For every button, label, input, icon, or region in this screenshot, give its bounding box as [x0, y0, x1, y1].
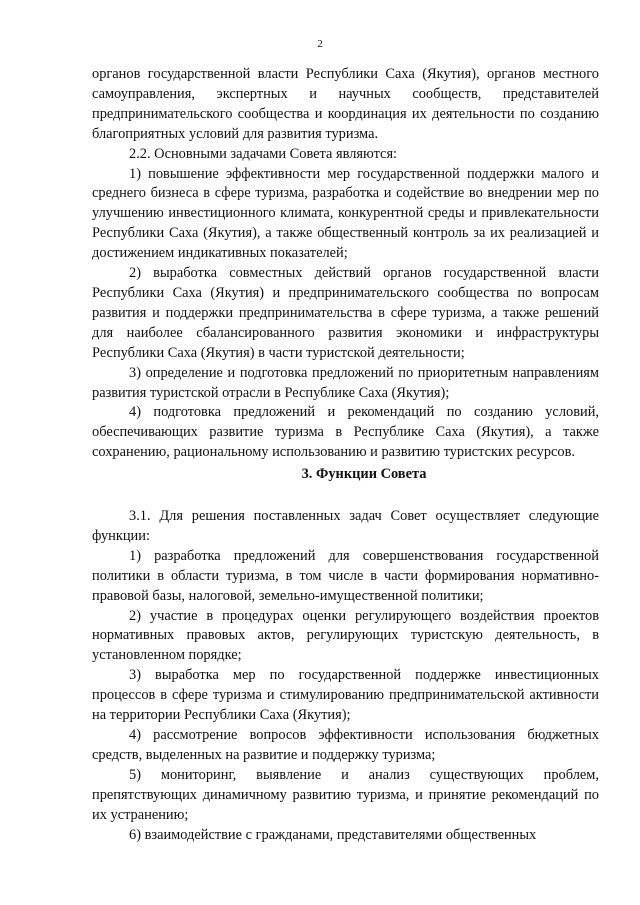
paragraph-function-4: 4) рассмотрение вопросов эффективности использования бюджетных средств, выделенных на развитие и поддержку туризма; — [92, 727, 599, 763]
page-number: 2 — [317, 38, 323, 50]
section-spacer — [92, 485, 599, 507]
paragraph-functions-intro: 3.1. Для решения поставленных задач Совет осуществляет следующие функции: — [92, 508, 599, 544]
paragraph-function-5: 5) мониторинг, выявление и анализ существующих проблем, препятствующих динамичному развитию туризма, и принятие рекомендаций по их устранению; — [92, 766, 599, 823]
section-heading: 3. Функции Совета — [301, 466, 427, 483]
paragraph-function-2: 2) участие в процедурах оценки регулирующего воздействия проектов нормативных правовых актов, регулирующих туристскую деятельность, в установленном порядке; — [92, 607, 599, 664]
paragraph-tasks-intro: 2.2. Основными задачами Совета являются: — [129, 145, 398, 162]
paragraph-task-3: 3) определение и подготовка предложений по приоритетным направлениям развития туристской отрасли в Республике Саха (Якутия); — [92, 364, 599, 401]
document-body — [92, 65, 599, 845]
paragraph-function-6: 6) взаимодействие с гражданами, представителями общественных — [129, 826, 537, 843]
paragraph-function-3: 3) выработка мер по государственной поддержке инвестиционных процессов в сфере туризма и стимулированию предпринимательской активности на территории Республики Саха (Якутия); — [92, 667, 599, 724]
paragraph-task-4: 4) подготовка предложений и рекомендаций по созданию условий, обеспечивающих развитие туризма в Республике Саха (Якутия), а также сохранению, рациональному использованию и развитию туристских ресурсов. — [92, 404, 599, 461]
paragraph-function-1: 1) разработка предложений для совершенствования государственной политики в области туризма, в том числе в части формирования нормативно-правовой базы, налоговой, земельно-имущественной политики; — [92, 547, 599, 604]
paragraph-continuation: органов государственной власти Республики Саха (Якутия), органов местного самоуправления, экспертных и научных сообществ, представителей предпринимательского сообщества и координация их деятельности по созданию благоприятных условий для развития туризма. — [92, 66, 599, 142]
paragraph-task-2: 2) выработка совместных действий органов государственной власти Республики Саха (Якутия) и предпринимательского сообщества по вопросам развития и поддержки предпринимательства в сфере туризма, а также решений для наиболее сбалансированного развития экономики и инфраструктуры Республики Саха (Якутия) в части туристской деятельности; — [92, 265, 599, 361]
paragraph-task-1: 1) повышение эффективности мер государственной поддержки малого и среднего бизнеса в сфере туризма, разработка и содействие во внедрении мер по улучшению инвестиционного климата, конкурентной среды и привлекательности Республики Саха (Якутия), а также общественный контроль за их реализацией и достижением индикативных показателей; — [92, 165, 599, 262]
